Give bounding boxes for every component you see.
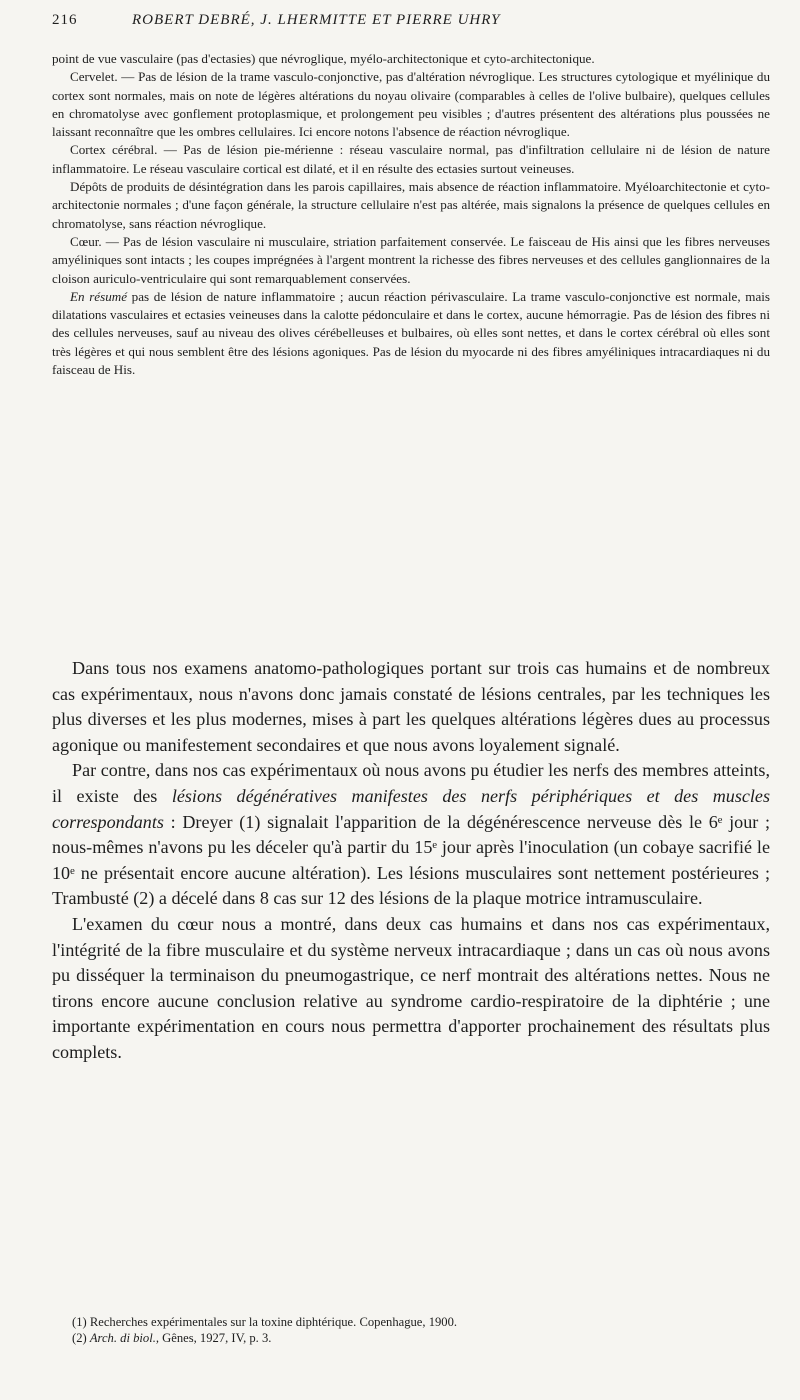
running-header [52, 12, 770, 36]
footnote-2: (2) Arch. di biol., Gênes, 1927, IV, p. 3. [72, 1331, 272, 1345]
footnote-1: (1) Recherches expérimentales sur la toxine diphtérique. Copenhague, 1900. [72, 1315, 458, 1329]
running-title: ROBERT DEBRÉ, J. LHERMITTE ET PIERRE UHRY [132, 12, 501, 28]
paragraph-examen-coeur: L'examen du cœur nous a montré, dans deux cas humains et dans nos cas expérimentaux, l'intégrité de la fibre musculaire et du système nerveux intracardiaque ; dans un cas où nous avons pu disséquer la terminaison du pneumogastrique, ce nerf montrait des altérations nettes. Nous ne tirons encore aucune conclusion relative au syndrome cardio-respiratoire de la diphtérie ; une importante expérimentation en cours nous permettra d'apporter prochainement des résultats plus complets. [52, 913, 770, 1062]
case-findings-section [52, 50, 770, 379]
paragraph-continuation: point de vue vasculaire (pas d'ectasies) que névroglique, myélo-architectonique et cyto-architectonique. [52, 51, 595, 66]
discussion-section [52, 656, 770, 1066]
footnote-2-journal: Arch. di biol., [89, 1331, 159, 1345]
paragraph-cervelet: Cervelet. — Pas de lésion de la trame vasculo-conjonctive, pas d'altération névroglique. Les structures cytologique et myélinique du cortex sont normales, mais on note de légères altérations du noyau olivaire (comparables à celles de l'olive bulbaire), quelques cellules en chromatolyse avec gonflement protoplasmique, et prolongement peu visibles ; d'autres présentent des altérations plus poussées ne laissant reconnaître que les ombres cellulaires. Ici encore notons l'absence de réaction névroglique. [52, 69, 770, 140]
paragraph-examens: Dans tous nos examens anatomo-pathologiques portant sur trois cas humains et de nombreux cas expérimentaux, nous n'avons donc jamais constaté de lésions centrales, par les techniques les plus diverses et les plus modernes, mises à part les quelques altérations légères dues au processus agonique ou manifestement secondaires et que nous avons loyalement signalé. [52, 658, 770, 755]
paragraph-coeur: Cœur. — Pas de lésion vasculaire ni musculaire, striation parfaitement conservée. Le faisceau de His ainsi que les fibres nerveuses amyéliniques sont intacts ; les coupes imprégnées à l'argent montrent la richesse des fibres nerveuses et des cellules ganglionnaires de la cloison auriculo-ventriculaire qui sont remarquablement conservées. [52, 233, 770, 286]
page-number: 216 [52, 12, 78, 28]
footnotes [52, 1314, 770, 1346]
paragraph-cortex-cerebral: Cortex cérébral. — Pas de lésion pie-mérienne : réseau vasculaire normal, pas d'infiltration cellulaire ni de lésion de nature inflammatoire. Le réseau vasculaire cortical est dilaté, et il en résulte des ectasies surtout veineuses. [52, 142, 770, 176]
paragraph-resume: En résumé pas de lésion de nature inflammatoire ; aucun réaction périvasculaire. La trame vasculo-conjonctive est normale, mais dilatations vasculaires et ectasies veineuses dans la calotte pédonculaire et dans le cortex, aucune hémorragie. Pas de lésion des fibres ni des cellules nerveuses, sauf au niveau des olives cérébelleuses et bulbaires, où elles sont nettes, et dans le cortex cérébral où elles sont très légères et qui nous semblent être des lésions agoniques. Pas de lésion du myocarde ni des fibres amyéliniques intracardiaques ni du faisceau de His. [52, 288, 770, 378]
paragraph-par-contre: Par contre, dans nos cas expérimentaux où nous avons pu étudier les nerfs des membres atteints, il existe des lésions dégénératives manifestes des nerfs périphériques et des muscles correspondants : Dreyer (1) signalait l'apparition de la dégénérescence nerveuse dès le 6ᵉ jour ; nous-mêmes n'avons pu les déceler qu'à partir du 15ᵉ jour après l'inoculation (un cobaye sacrifié le 10ᵉ ne présentait encore aucune altération). Les lésions musculaires sont nettement postérieures ; Trambusté (2) a décelé dans 8 cas sur 12 des lésions de la plaque motrice intramusculaire. [52, 760, 771, 909]
emphasis-lesions: lésions dégénératives manifestes des nerfs périphériques et des muscles correspondants [52, 785, 771, 832]
paragraph-depots: Dépôts de produits de désintégration dans les parois capillaires, mais absence de réaction inflammatoire. Myéloarchitectonie et cyto-architectonie normales ; d'une façon générale, la structure cellulaire n'est pas altérée, mais signalons la présence de quelques cellules en chromatolyse, sans réaction névroglique. [52, 179, 770, 231]
resume-lead: En résumé [70, 288, 128, 304]
